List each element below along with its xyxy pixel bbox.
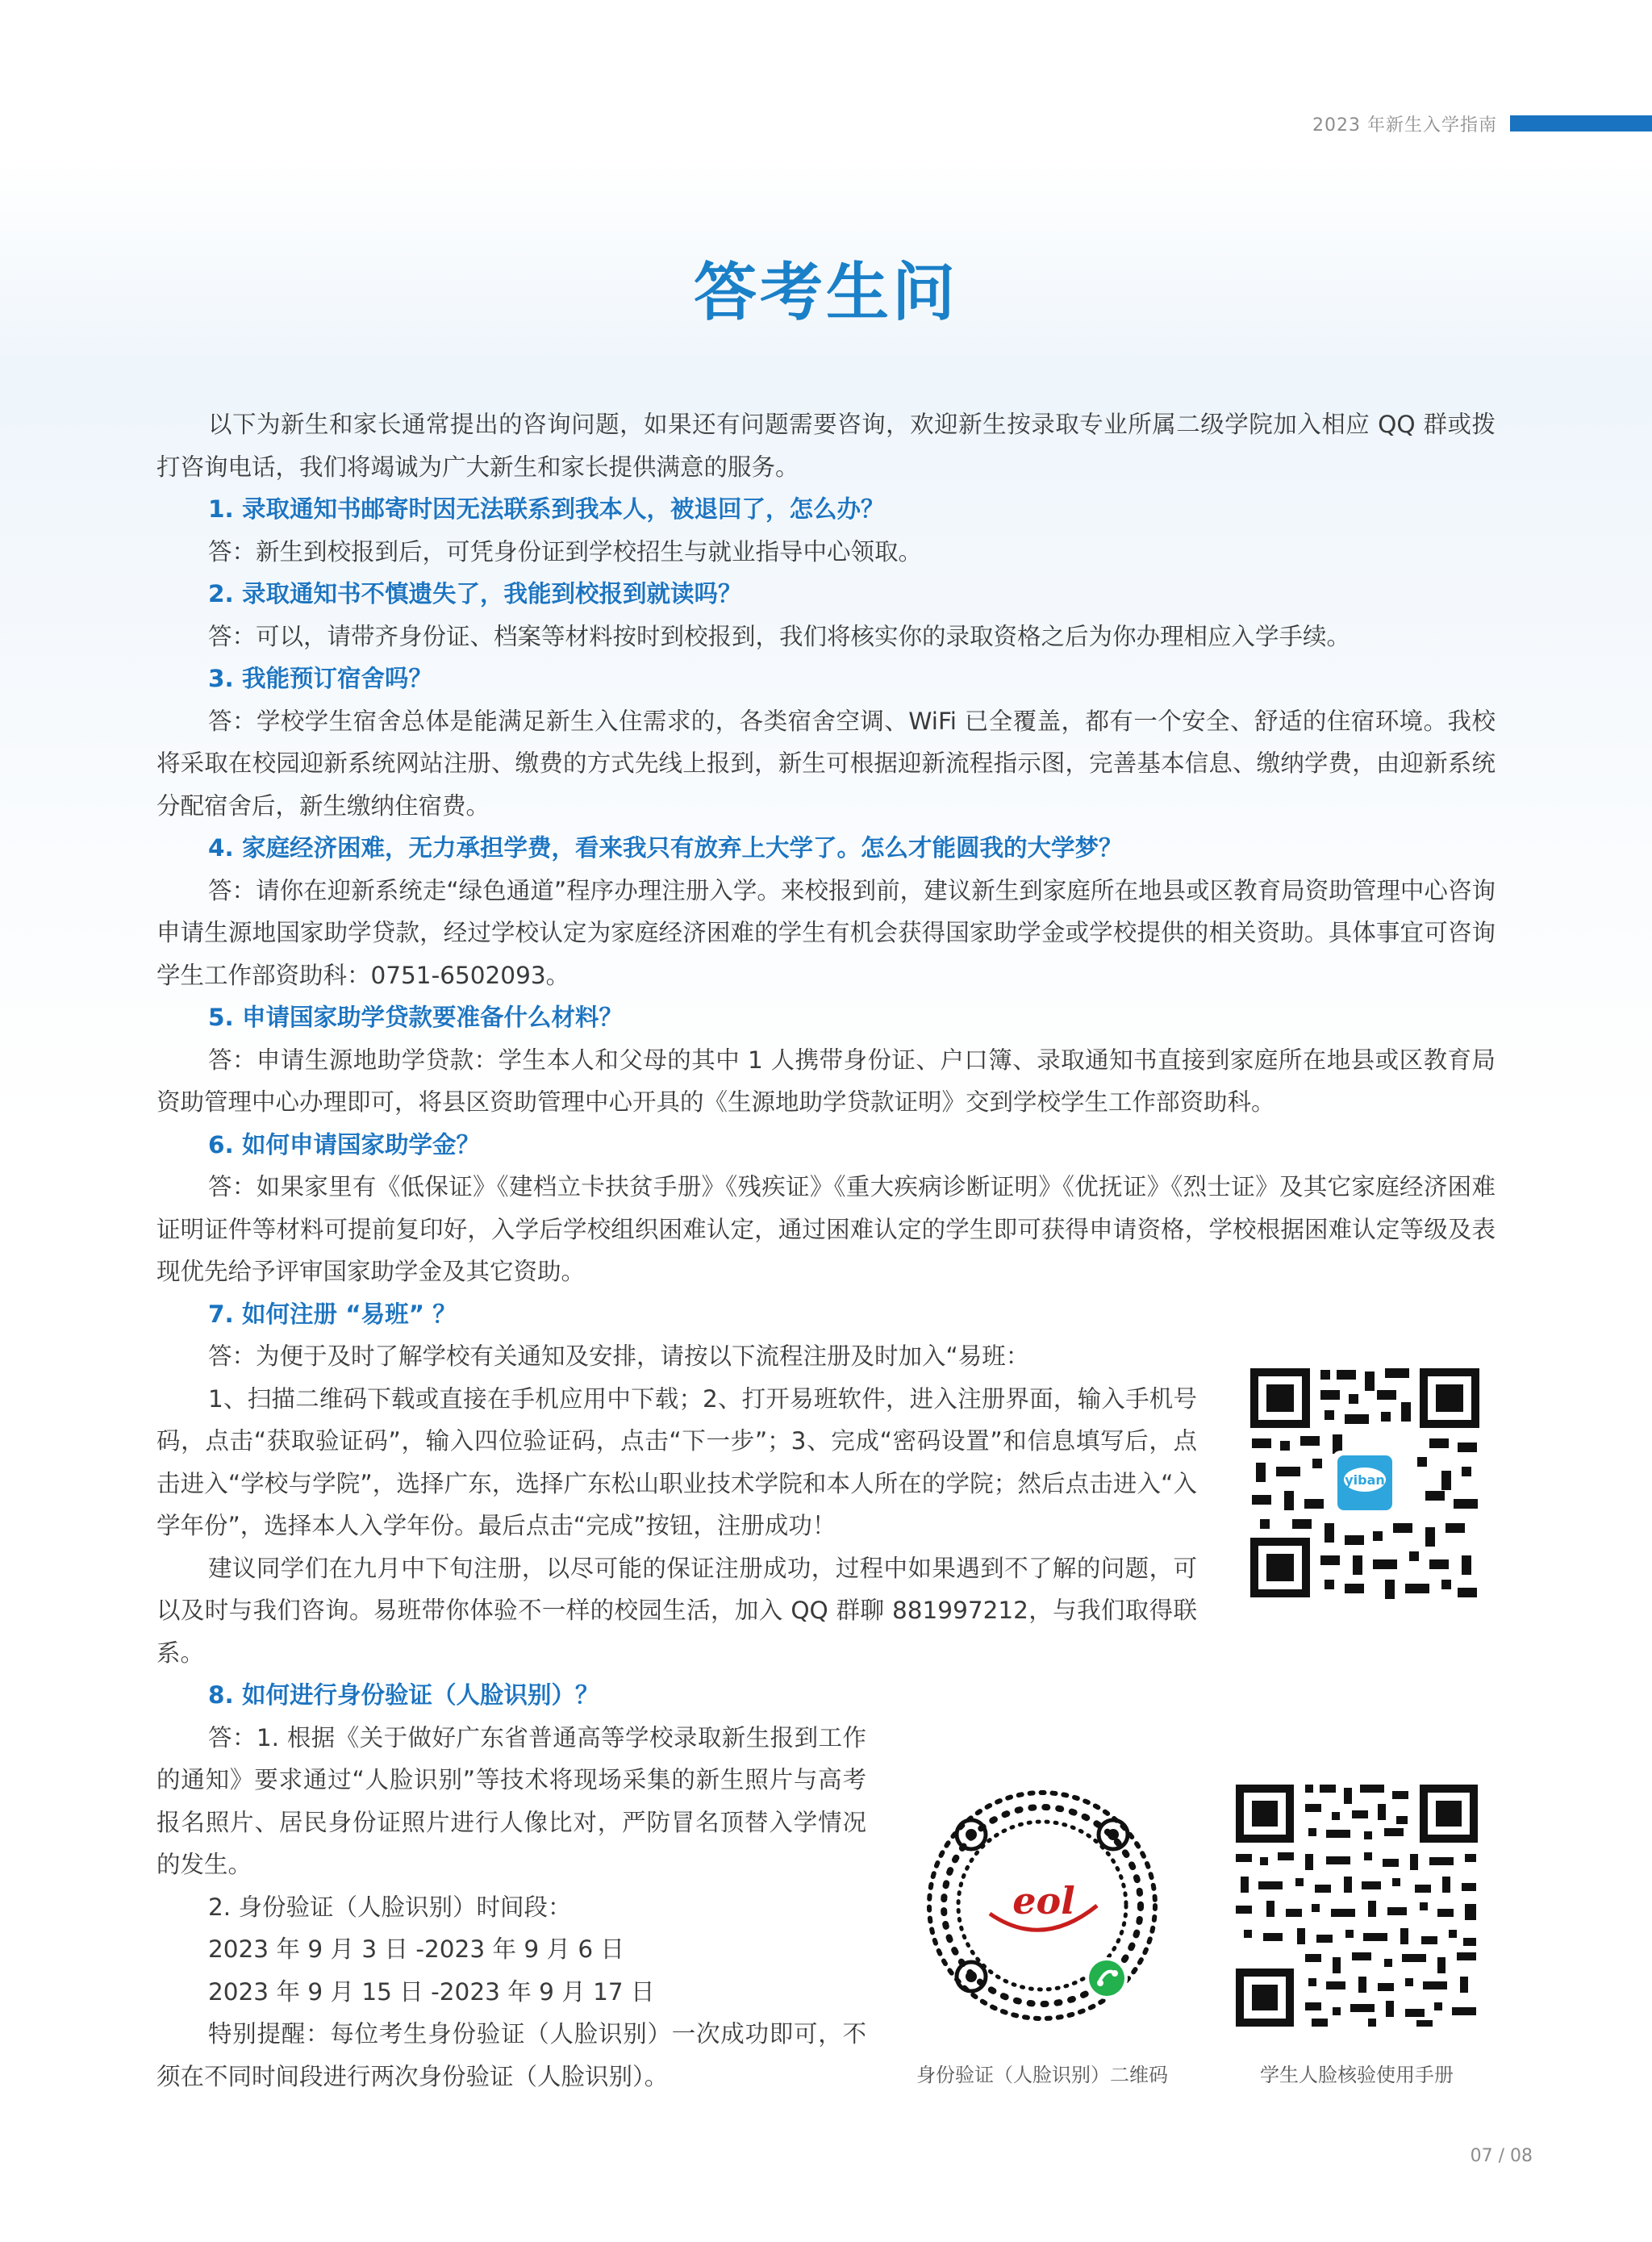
guide-title: 2023 年新生入学指南 xyxy=(1312,115,1497,136)
faq-answer-8-period-2: 2023 年 9 月 15 日 -2023 年 9 月 17 日 xyxy=(208,1977,655,2006)
intro-paragraph: 以下为新生和家长通常提出的咨询问题，如果还有问题需要咨询，欢迎新生按录取专业所属二级学院加入相应 QQ 群或拨打咨询电话，我们将竭诚为广大新生和家长提供满意的服务。 xyxy=(156,411,1496,481)
faq-question-1: 1. 录取通知书邮寄时因无法联系到我本人，被退回了，怎么办？ xyxy=(208,495,885,523)
yiban-qr-code[interactable] xyxy=(1236,1354,1494,1612)
faq-answer-8-period-title: 2. 身份验证（人脸识别）时间段： xyxy=(208,1893,572,1921)
faq-answer-3: 答：学校学生宿舍总体是能满足新生入住需求的，各类宿舍空调、WiFi 已全覆盖，都有一个安全、舒适的住宿环境。我校将采取在校园迎新系统网站注册、缴费的方式先线上报到，新生可根据迎新流程指示图，完善基本信息、缴纳学费，由迎新系统分配宿舍后，新生缴纳住宿费。 xyxy=(156,707,1496,820)
faq-question-5: 5. 申请国家助学贷款要准备什么材料？ xyxy=(208,1004,624,1031)
qr-code-icon xyxy=(1231,1780,1483,2031)
yiban-qr-icon xyxy=(1244,1362,1486,1604)
manual-qr-caption: 学生人脸核验使用手册 xyxy=(1260,2064,1454,2086)
faq-answer-6: 答：如果家里有《低保证》《建档立卡扶贫手册》《残疾证》《重大疾病诊断证明》《优抚证》《烈士证》及其它家庭经济困难证明证件等材料可提前复印好，入学后学校组织困难认定，通过困难认定的学生即可获得申请资格，学校根据困难认定等级及表现优先给予评审国家助学金及其它资助。 xyxy=(156,1173,1496,1285)
svg-text:yiban: yiban xyxy=(1345,1472,1385,1488)
page-number: 07 / 08 xyxy=(1470,2146,1533,2166)
page-title: 答考生问 xyxy=(693,257,958,329)
faq-question-3: 3. 我能预订宿舍吗？ xyxy=(208,665,433,692)
faq-answer-2: 答：可以，请带齐身份证、档案等材料按时到校报到，我们将核实你的录取资格之后为你办理相应入学手续。 xyxy=(208,622,1351,650)
svg-text:eol: eol xyxy=(1012,1879,1075,1923)
faq-answer-5: 答：申请生源地助学贷款：学生本人和父母的其中 1 人携带身份证、户口簿、录取通知书直接到家庭所在地县或区教育局资助管理中心办理即可，将县区资助管理中心开具的《生源地助学贷款证明》交到学校学生工作部资助科。 xyxy=(156,1046,1496,1116)
wechat-miniprogram-qr-icon xyxy=(913,1776,1171,2035)
faq-question-7: 7. 如何注册 “易班” ？ xyxy=(208,1300,457,1328)
header-accent-bar xyxy=(1510,115,1652,132)
faq-answer-7-advice: 建议同学们在九月中下旬注册，以尽可能的保证注册成功，过程中如果遇到不了解的问题，可以及时与我们咨询。易班带你体验不一样的校园生活，加入 QQ 群聊 881997212，与我们取得联系。 xyxy=(156,1554,1197,1667)
faq-answer-7-steps: 1、扫描二维码下载或直接在手机应用中下载；2、打开易班软件，进入注册界面，输入手机号码，点击“获取验证码”，输入四位验证码，点击“下一步”；3、完成“密码设置”和信息填写后，点击进入“学校与学院”，选择广东，选择广东松山职业技术学院和本人所在的学院；然后点击进入“入学年份”，选择本人入学年份。最后点击“完成”按钮，注册成功！ xyxy=(156,1384,1197,1539)
faq-answer-8-period-1: 2023 年 9 月 3 日 -2023 年 9 月 6 日 xyxy=(208,1935,625,1963)
face-id-qr-code[interactable] xyxy=(905,1768,1179,2043)
faq-answer-8-reminder: 特别提醒：每位考生身份验证（人脸识别）一次成功即可，不须在不同时间段进行两次身份验证（人脸识别）。 xyxy=(156,2020,866,2090)
faq-answer-4: 答：请你在迎新系统走“绿色通道”程序办理注册入学。来校报到前，建议新生到家庭所在地县或区教育局资助管理中心咨询申请生源地国家助学贷款，经过学校认定为家庭经济困难的学生有机会获得国家助学金或学校提供的相关资助。具体事宜可咨询学生工作部资助科：0751-6502093。 xyxy=(156,876,1496,989)
faq-answer-8-basis: 答：1. 根据《关于做好广东省普通高等学校录取新生报到工作的通知》要求通过“人脸识别”等技术将现场采集的新生照片与高考报名照片、居民身份证照片进行人像比对，严防冒名顶替入学情况的发生。 xyxy=(156,1723,866,1878)
faq-answer-1: 答：新生到校报到后，可凭身份证到学校招生与就业指导中心领取。 xyxy=(208,537,923,566)
manual-qr-code[interactable] xyxy=(1220,1768,1494,2043)
faq-question-2: 2. 录取通知书不慎遗失了，我能到校报到就读吗？ xyxy=(208,580,742,607)
faq-question-6: 6. 如何申请国家助学金？ xyxy=(208,1130,481,1159)
faq-question-4: 4. 家庭经济困难，无力承担学费，看来我只有放弃上大学了。怎么才能圆我的大学梦？ xyxy=(208,834,1123,862)
faq-question-8: 8. 如何进行身份验证（人脸识别）？ xyxy=(208,1681,599,1709)
faq-answer-7-intro: 答：为便于及时了解学校有关通知及安排，请按以下流程注册及时加入“易班： xyxy=(208,1342,1030,1370)
face-id-qr-caption: 身份验证（人脸识别）二维码 xyxy=(916,2064,1168,2086)
